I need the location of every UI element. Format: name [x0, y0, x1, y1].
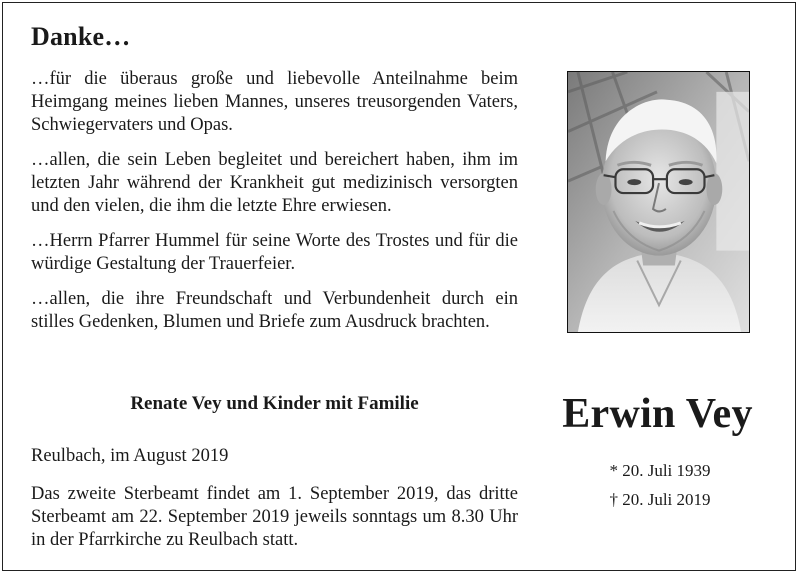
signature: Renate Vey und Kinder mit Familie	[130, 393, 419, 414]
thanks-paragraph: …allen, die sein Leben begleitet und bereichert haben, ihm im letzten Jahr während der Krankheit gut medizinisch versorgten und den vielen, die ihm die letzte Ehre erwiesen.	[31, 150, 518, 216]
page-title: Danke…	[31, 22, 131, 51]
service-notice: Das zweite Sterbeamt findet am 1. September 2019, das dritte Sterbeamt am 22. September 2019 jeweils sonntags um 8.30 Uhr in der Pfarrkirche zu Reulbach statt.	[31, 484, 518, 550]
portrait-image	[568, 72, 749, 332]
thanks-text	[31, 68, 518, 346]
thanks-paragraph: …Herrn Pfarrer Hummel für seine Worte des Trostes und für die würdige Gestaltung der Trauerfeier.	[31, 231, 518, 274]
thanks-paragraph: …allen, die ihre Freundschaft und Verbundenheit durch ein stilles Gedenken, Blumen und Briefe zum Ausdruck brachten.	[31, 289, 518, 332]
death-date: † 20. Juli 2019	[609, 490, 711, 509]
birth-date: * 20. Juli 1939	[609, 461, 711, 480]
deceased-name: Erwin Vey	[562, 391, 753, 437]
thanks-paragraph: …für die überaus große und liebevolle Anteilnahme beim Heimgang meines lieben Mannes, unseres treusorgenden Vaters, Schwiegervaters und Opas.	[31, 69, 518, 135]
life-dates	[560, 456, 760, 514]
place-date: Reulbach, im August 2019	[31, 446, 229, 466]
portrait-photo	[567, 71, 750, 333]
